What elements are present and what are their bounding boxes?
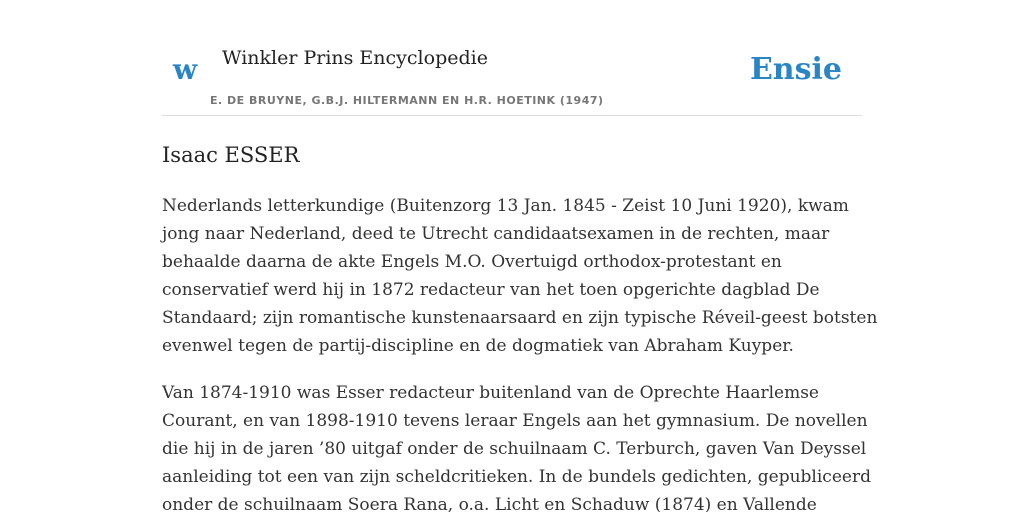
paragraph-line: aanleiding tot een van zijn scheldcritieken. In de bundels gedichten, gepubliceerd [162,467,871,487]
article-body [162,192,878,512]
article-paragraph-1 [162,192,878,360]
publication-title[interactable]: Winkler Prins Encyclopedie [222,47,488,69]
paragraph-line: Nederlands letterkundige (Buitenzorg 13 Jan. 1845 - Zeist 10 Juni 1920), kwam [162,196,849,216]
paragraph-line: Van 1874-1910 was Esser redacteur buitenland van de Oprechte Haarlemse [162,383,819,403]
paragraph-line: Courant, en van 1898-1910 tevens leraar Engels aan het gymnasium. De novellen [162,411,868,431]
paragraph-line: onder de schuilnaam Soera Rana, o.a. Licht en Schaduw (1874) en Vallende [162,495,817,512]
paragraph-line: evenwel tegen de partij-discipline en de dogmatiek van Abraham Kuyper. [162,336,794,356]
article-paragraph-2 [162,379,871,512]
paragraph-line: die hij in de jaren ’80 uitgaf onder de schuilnaam C. Terburch, gaven Van Deyssel [162,439,867,459]
publication-logo-icon[interactable]: w [173,53,198,86]
paragraph-line: conservatief werd hij in 1872 redacteur van het toen opgerichte dagblad De [162,280,820,300]
article-title: Isaac ESSER [162,143,300,167]
header-divider [162,115,862,116]
paragraph-line: behaalde daarna de akte Engels M.O. Overtuigd orthodox-protestant en [162,252,782,272]
ensie-logo[interactable]: Ensie [749,52,842,87]
paragraph-line: Standaard; zijn romantische kunstenaarsaard en zijn typische Réveil-geest botsten [162,308,878,328]
publication-authors: E. DE BRUYNE, G.B.J. HILTERMANN EN H.R. HOETINK (1947) [210,94,604,107]
paragraph-line: jong naar Nederland, deed te Utrecht candidaatsexamen in de rechten, maar [162,224,830,244]
